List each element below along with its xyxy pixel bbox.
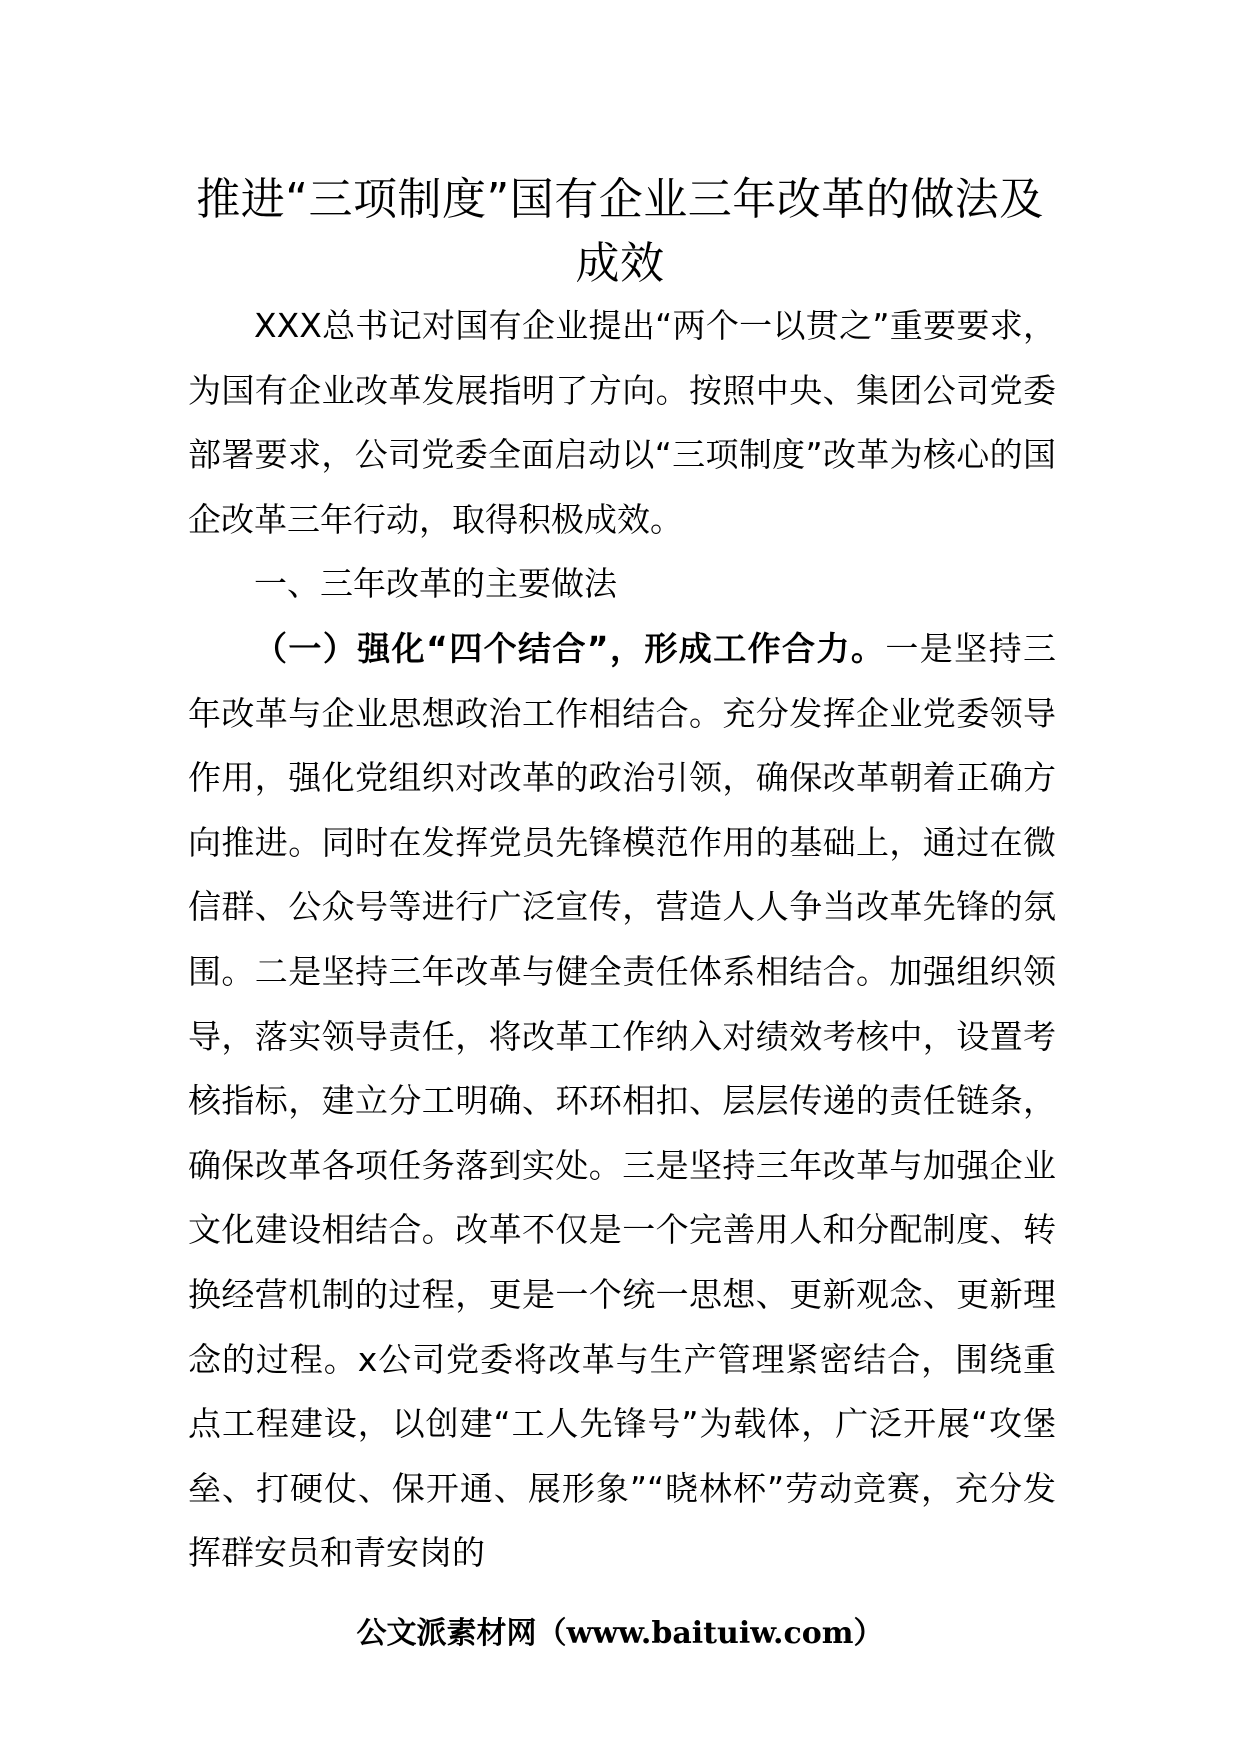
page-title: 推进“三项制度”国有企业三年改革的做法及成效 <box>196 174 1044 289</box>
intro-paragraph: XXX总书记对国有企业提出“两个一以贯之”重要要求，为国有企业改革发展指明了方向。按照中央、集团公司党委部署要求，公司党委全面启动以“三项制度”改革为核心的国企改革三年行动，取得积极成效。 <box>188 306 1056 539</box>
section-heading: 一、三年改革的主要做法 <box>254 564 617 604</box>
subsection-body: 一是坚持三年改革与企业思想政治工作相结合。充分发挥企业党委领导作用，强化党组织对改革的政治引领，确保改革朝着正确方向推进。同时在发挥党员先锋模范作用的基础上，通过在微信群、公众号等进行广泛宣传，营造人人争当改革先锋的氛围。二是坚持三年改革与健全责任体系相结合。加强组织领导，落实领导责任，将改革工作纳入对绩效考核中，设置考核指标，建立分工明确、环环相扣、层层传递的责任链条，确保改革各项任务落到实处。三是坚持三年改革与加强企业文化建设相结合。改革不仅是一个完善用人和分配制度、转换经营机制的过程，更是一个统一思想、更新观念、更新理念的过程。x公司党委将改革与生产管理紧密结合，围绕重点工程建设，以创建“工人先锋号”为载体，广泛开展“攻堡垒、打硬仗、保开通、展形象”“晓林杯”劳动竞赛，充分发挥群安员和青安岗的 <box>188 628 1056 1573</box>
subsection-paragraph <box>188 617 1056 1586</box>
subsection-heading: （一）强化“四个结合”，形成工作合力。 <box>254 628 886 668</box>
document-body <box>188 294 1056 1586</box>
footer-watermark: 公文派素材网（www.baituiw.com） <box>356 1616 884 1651</box>
